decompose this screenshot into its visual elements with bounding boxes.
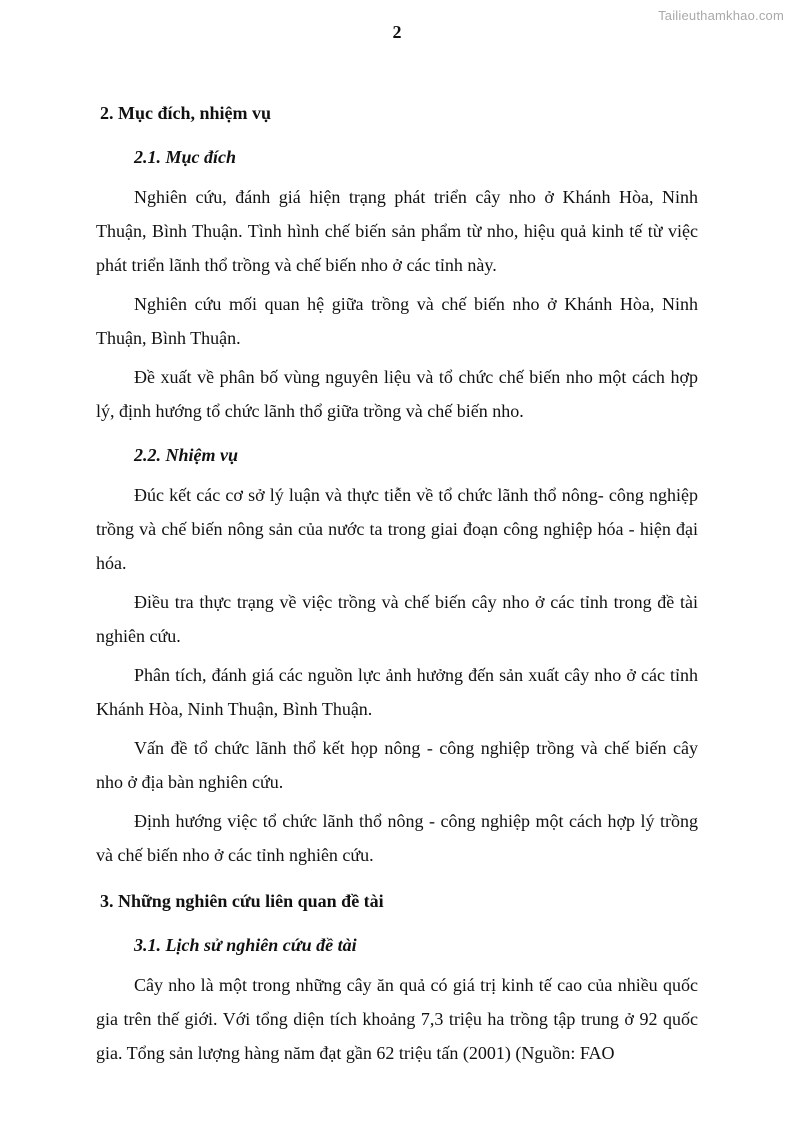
page-number: 2 — [392, 22, 402, 42]
watermark-text: Tailieuthamkhao.com — [658, 8, 784, 23]
paragraph: Nghiên cứu, đánh giá hiện trạng phát triển cây nho ở Khánh Hòa, Ninh Thuận, Bình Thuận. Tình hình chế biến sản phẩm từ nho, hiệu quả kinh tế từ việc phát triển lãnh thổ trồng và chế biến nho ở các tỉnh này. — [96, 187, 698, 275]
paragraph: Phân tích, đánh giá các nguồn lực ảnh hưởng đến sản xuất cây nho ở các tỉnh Khánh Hòa, Ninh Thuận, Bình Thuận. — [96, 665, 698, 719]
subsection-heading-nhiem-vu: 2.2. Nhiệm vụ — [134, 445, 239, 465]
paragraph: Cây nho là một trong những cây ăn quả có giá trị kinh tế cao của nhiều quốc gia trên thế giới. Với tổng diện tích khoảng 7,3 triệu ha trồng tập trung ở 92 quốc gia. Tổng sản lượng hàng năm đạt gần 62 triệu tấn (2001) (Nguồn: FAO — [96, 975, 698, 1063]
paragraph: Điều tra thực trạng về việc trồng và chế biến cây nho ở các tỉnh trong đề tài nghiên cứu. — [96, 592, 698, 646]
paragraph: Nghiên cứu mối quan hệ giữa trồng và chế biến nho ở Khánh Hòa, Ninh Thuận, Bình Thuận. — [96, 294, 698, 348]
section-heading-nhung-nghien-cuu-lien-quan: 3. Những nghiên cứu liên quan đề tài — [100, 891, 384, 911]
paragraph: Vấn đề tổ chức lãnh thổ kết họp nông - công nghiệp trồng và chế biến cây nho ở địa bàn nghiên cứu. — [96, 738, 698, 792]
document-content — [96, 84, 698, 1075]
paragraph: Đúc kết các cơ sở lý luận và thực tiễn về tổ chức lãnh thổ nông- công nghiệp trồng và chế biến nông sản của nước ta trong giai đoạn công nghiệp hóa - hiện đại hóa. — [96, 485, 698, 573]
subsection-heading-muc-dich: 2.1. Mục đích — [134, 147, 237, 167]
section-heading-muc-dich-nhiem-vu: 2. Mục đích, nhiệm vụ — [100, 103, 272, 123]
paragraph: Định hướng việc tổ chức lãnh thổ nông - công nghiệp một cách hợp lý trồng và chế biến nho ở các tỉnh nghiên cứu. — [96, 811, 698, 865]
subsection-heading-lich-su-nghien-cuu: 3.1. Lịch sử nghiên cứu đề tài — [134, 935, 357, 955]
paragraph: Đề xuất về phân bố vùng nguyên liệu và tổ chức chế biến nho một cách hợp lý, định hướng tổ chức lãnh thổ giữa trồng và chế biến nho. — [96, 367, 698, 421]
